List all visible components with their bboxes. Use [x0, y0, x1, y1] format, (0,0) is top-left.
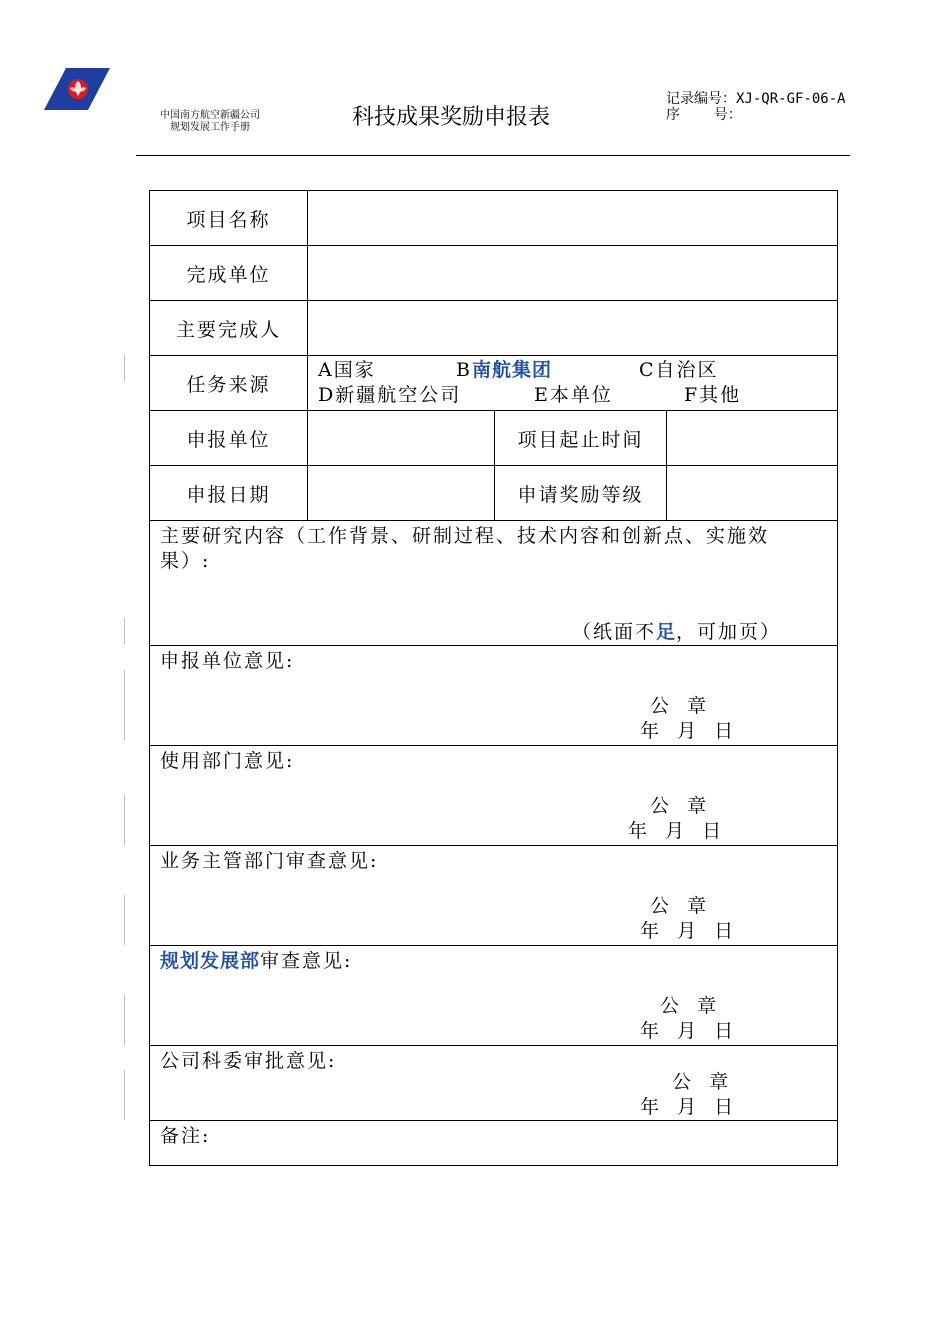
apply-date-label: 申报日期: [150, 466, 308, 521]
china-southern-logo: [44, 66, 110, 112]
research-content-section[interactable]: [150, 521, 838, 646]
margin-mark: [124, 1070, 125, 1120]
add-page-hint-emphasis: 足: [655, 621, 676, 643]
main-contributors-field[interactable]: [308, 301, 838, 356]
planning-dept-opinion-suffix: 审查意见:: [260, 950, 353, 972]
project-period-label: 项目起止时间: [495, 411, 667, 466]
applying-unit-opinion-label: 申报单位意见:: [160, 650, 295, 672]
completing-unit-label: 完成单位: [150, 246, 308, 301]
company-line-2: 规划发展工作手册: [170, 122, 250, 133]
task-source-option-e[interactable]: E本单位: [534, 384, 613, 406]
project-name-label: 项目名称: [150, 191, 308, 246]
applying-unit-opinion-section[interactable]: [150, 646, 838, 746]
task-source-option-c[interactable]: C自治区: [639, 359, 719, 381]
date-label: 年 月 日: [640, 1020, 736, 1042]
record-info: [666, 93, 866, 122]
applying-unit-label: 申报单位: [150, 411, 308, 466]
task-source-option-f[interactable]: F其他: [684, 384, 742, 406]
margin-mark: [124, 795, 125, 845]
date-label: 年 月 日: [640, 720, 736, 742]
planning-dept-opinion-label: [150, 946, 837, 974]
header-divider: [136, 155, 850, 156]
task-source-option-b-prefix: B: [456, 359, 472, 381]
research-content-label-line2: 果）:: [160, 550, 211, 572]
seal-label: 公 章: [650, 795, 709, 817]
margin-mark: [124, 670, 125, 740]
award-level-label: 申请奖励等级: [495, 466, 667, 521]
seal-label: 公 章: [660, 995, 719, 1017]
margin-mark: [124, 355, 125, 381]
planning-dept-opinion-section[interactable]: [150, 946, 838, 1046]
company-name: [140, 110, 280, 134]
task-source-option-d[interactable]: D新疆航空公司: [318, 384, 462, 406]
mgmt-dept-opinion-label: 业务主管部门审查意见:: [160, 850, 379, 872]
committee-approval-section[interactable]: [150, 1046, 838, 1121]
date-label: 年 月 日: [640, 1096, 736, 1118]
seal-label: 公 章: [650, 895, 709, 917]
add-page-hint-suffix: ，可加页）: [676, 621, 782, 643]
project-period-field[interactable]: [667, 411, 838, 466]
project-name-field[interactable]: [308, 191, 838, 246]
task-source-options[interactable]: [308, 356, 838, 411]
user-dept-opinion-section[interactable]: [150, 746, 838, 846]
company-line-1: 中国南方航空新疆公司: [160, 110, 260, 121]
margin-mark: [124, 618, 125, 644]
committee-approval-label: 公司科委审批意见:: [160, 1050, 337, 1072]
applying-unit-field[interactable]: [308, 411, 495, 466]
record-number: 记录编号：XJ-QR-GF-06-A: [666, 91, 846, 107]
remarks-section[interactable]: [150, 1121, 838, 1166]
date-label: 年 月 日: [640, 920, 736, 942]
main-contributors-label: 主要完成人: [150, 301, 308, 356]
application-form: [149, 190, 837, 1166]
seal-label: 公 章: [650, 695, 709, 717]
completing-unit-field[interactable]: [308, 246, 838, 301]
mgmt-dept-opinion-section[interactable]: [150, 846, 838, 946]
add-page-hint-prefix: （纸面不: [571, 621, 656, 643]
remarks-label: 备注:: [160, 1125, 211, 1147]
planning-dept-name: 规划发展部: [160, 950, 261, 972]
seal-label: 公 章: [672, 1071, 731, 1093]
award-level-field[interactable]: [667, 466, 838, 521]
user-dept-opinion-label: 使用部门意见:: [160, 750, 295, 772]
margin-mark: [124, 995, 125, 1045]
page-title: 科技成果奖励申报表: [352, 105, 551, 130]
research-content-label-line1: 主要研究内容（工作背景、研制过程、技术内容和创新点、实施效: [160, 525, 770, 547]
sequence-number-label: 序 号：: [666, 107, 742, 123]
margin-mark: [124, 895, 125, 945]
apply-date-field[interactable]: [308, 466, 495, 521]
task-source-option-b-label: 南航集团: [471, 359, 552, 381]
task-source-label: 任务来源: [150, 356, 308, 411]
task-source-option-b[interactable]: [456, 358, 639, 383]
task-source-option-a[interactable]: A国家: [318, 359, 376, 381]
add-page-hint: [572, 620, 781, 645]
date-label: 年 月 日: [628, 820, 724, 842]
